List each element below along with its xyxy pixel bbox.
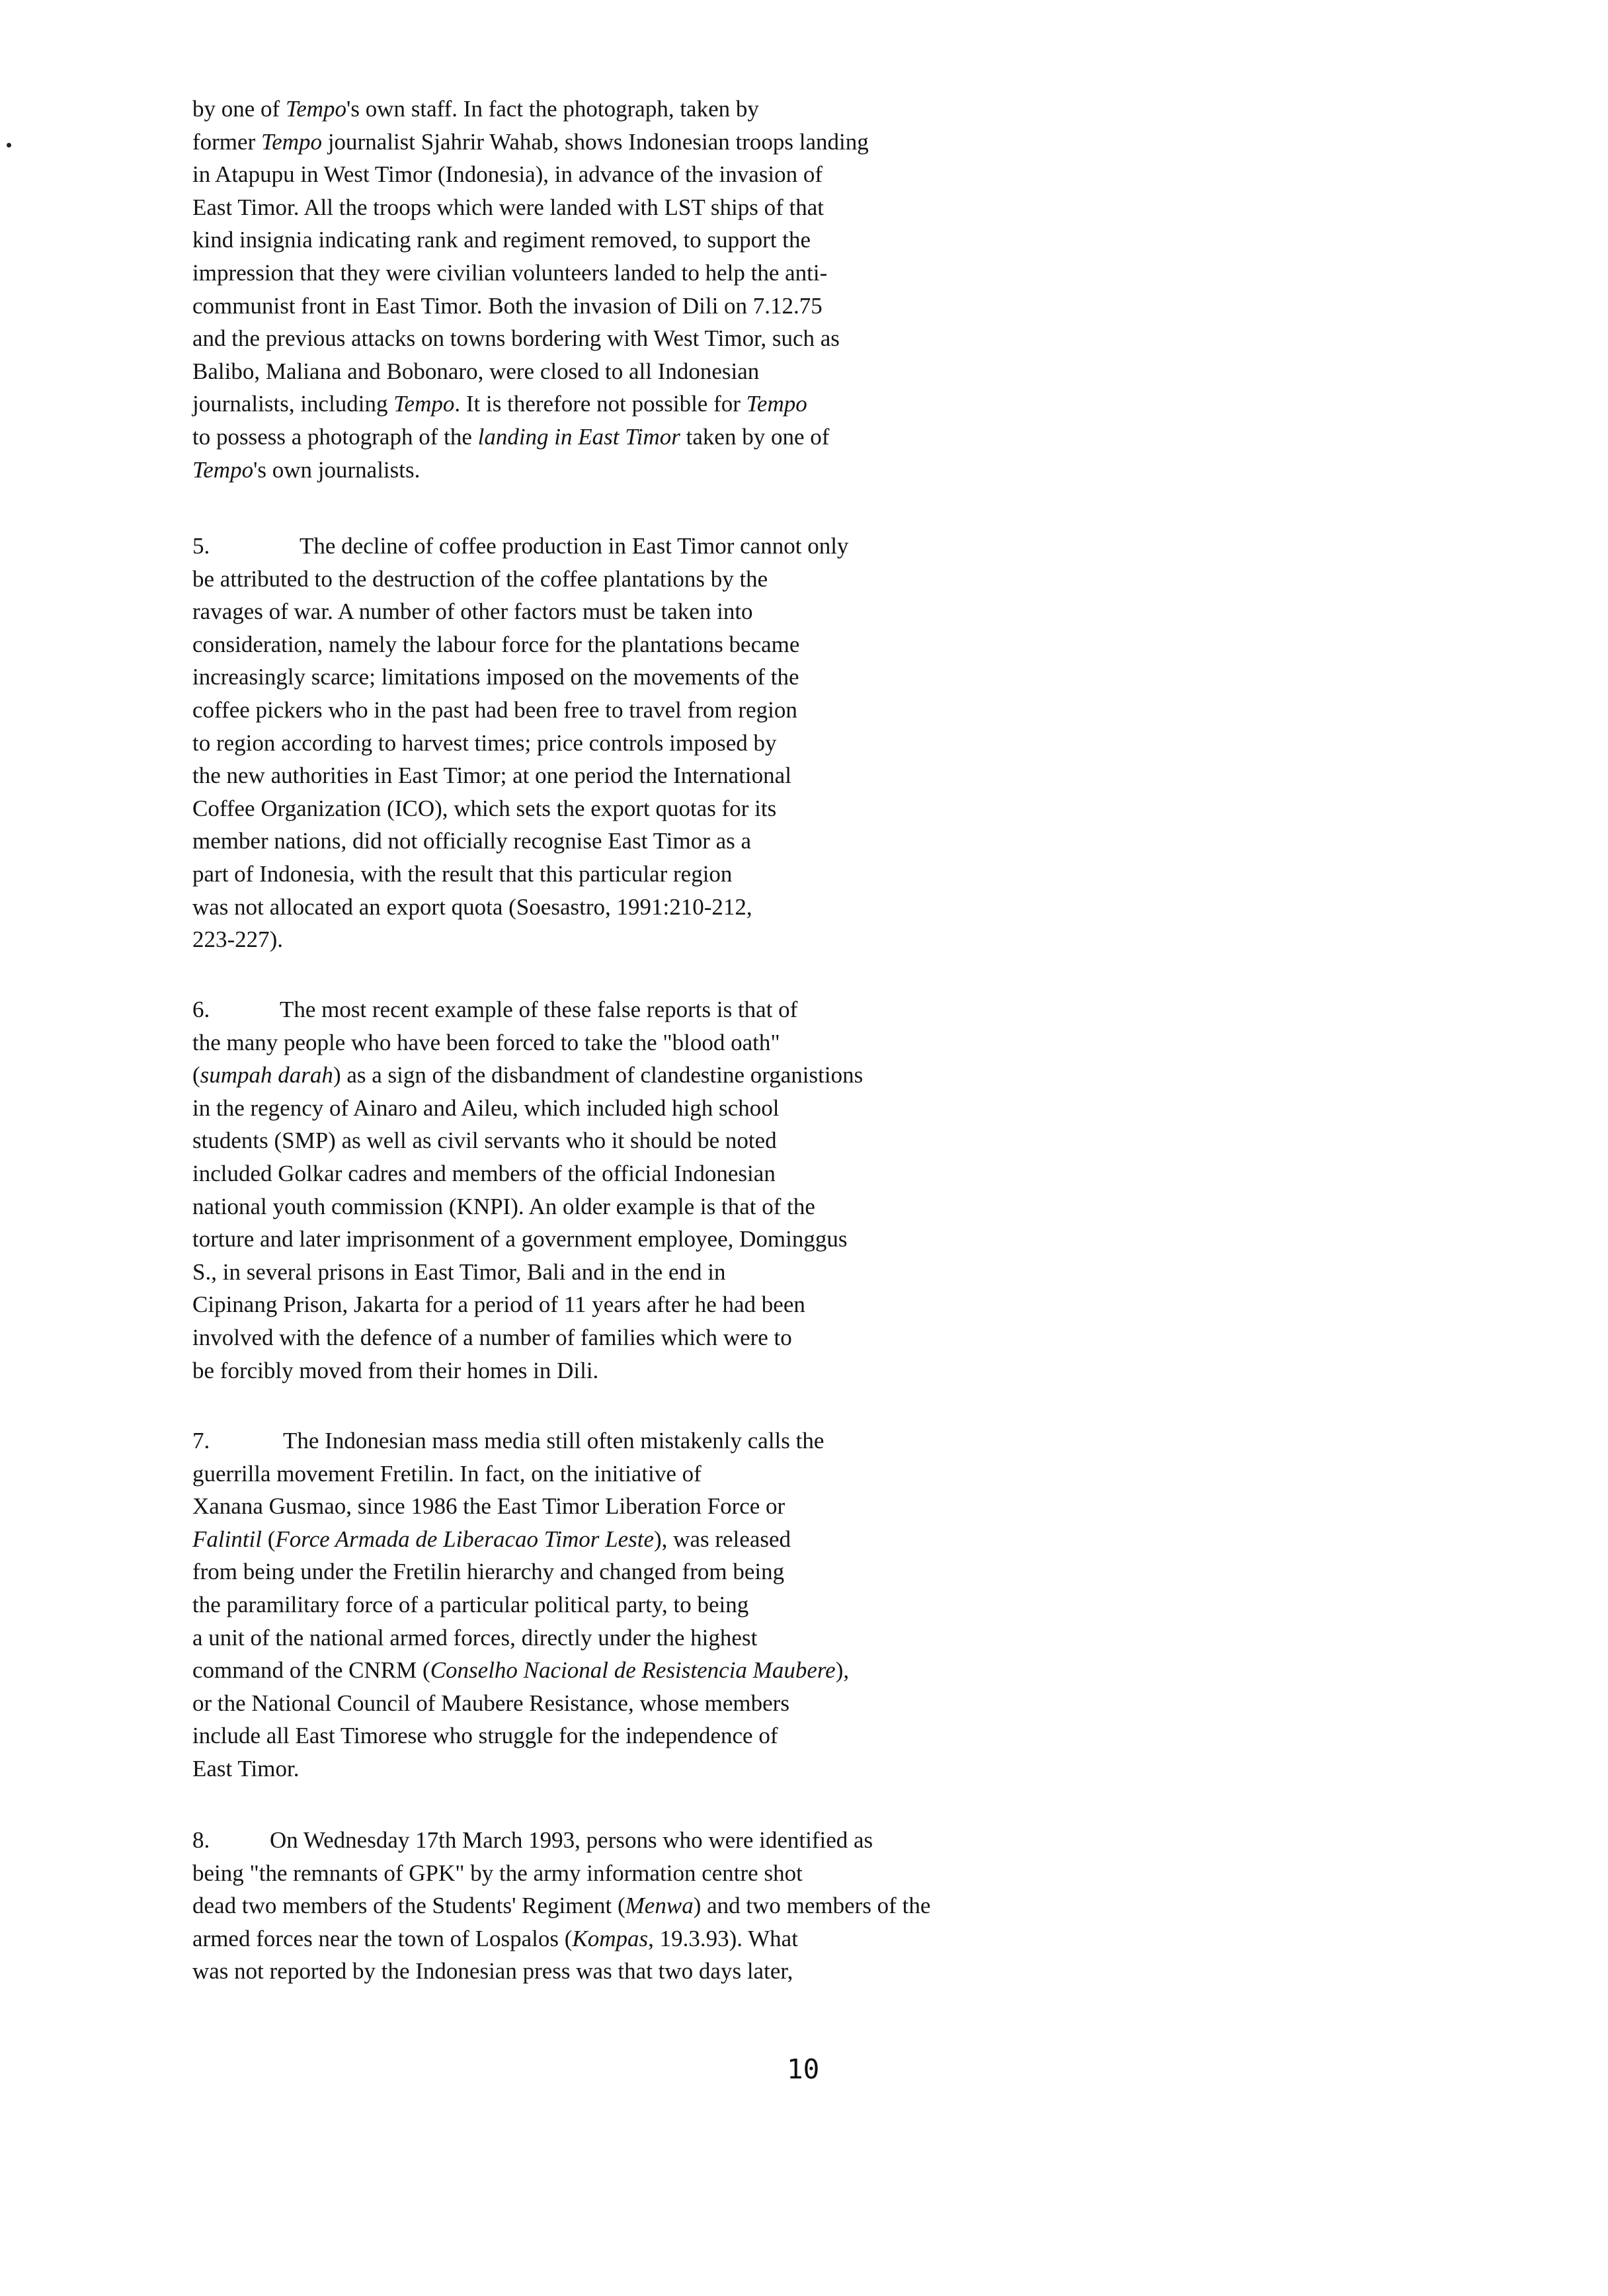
text-line: Coffee Organization (ICO), which sets the export quotas for its: [192, 795, 777, 821]
note-5-lines: [192, 530, 1515, 956]
text-line: the many people who have been forced to take the "blood oath": [192, 1029, 780, 1055]
text-line: dead two members of the Students' Regiment (Menwa) and two members of the: [192, 1893, 931, 1919]
text-line: communist front in East Timor. Both the invasion of Dili on 7.12.75: [192, 292, 823, 319]
italic-text: landing in East Timor: [477, 423, 680, 450]
note-8-lines: [192, 1824, 1515, 1988]
text-line: Cipinang Prison, Jakarta for a period of 11 years after he had been: [192, 1292, 805, 1318]
note-8: [192, 1824, 1515, 1988]
italic-text: Menwa: [625, 1893, 694, 1919]
text-line: consideration, namely the labour force for the plantations became: [192, 631, 800, 657]
note-5: [192, 530, 1515, 956]
text-line: S., in several prisons in East Timor, Bali and in the end in: [192, 1258, 726, 1285]
text-line: command of the CNRM (Conselho Nacional de Resistencia Maubere),: [192, 1657, 850, 1684]
text-line: armed forces near the town of Lospalos (Kompas, 19.3.93). What: [192, 1925, 798, 1951]
text-line: 223-227).: [192, 926, 284, 953]
text-line: involved with the defence of a number of families which were to: [192, 1324, 792, 1350]
text-line: Tempo's own journalists.: [192, 456, 421, 483]
text-line: member nations, did not officially recognise East Timor as a: [192, 828, 752, 854]
note-number: 5.: [192, 533, 210, 559]
text-line: East Timor.: [192, 1755, 300, 1782]
text-line: in Atapupu in West Timor (Indonesia), in advance of the invasion of: [192, 161, 823, 188]
text-line: East Timor. All the troops which were landed with LST ships of that: [192, 194, 824, 220]
note-7-lines: [192, 1424, 1515, 1785]
text-line: kind insignia indicating rank and regiment removed, to support the: [192, 227, 811, 253]
text-line: ravages of war. A number of other factors must be taken into: [192, 598, 753, 625]
text-line: torture and later imprisonment of a government employee, Dominggus: [192, 1226, 848, 1252]
text-line: guerrilla movement Fretilin. In fact, on the initiative of: [192, 1460, 702, 1487]
note-number: 8.: [192, 1827, 210, 1853]
paragraph-lines: [192, 93, 1515, 486]
text-line: 7. The Indonesian mass media still often mistakenly calls the: [192, 1424, 1515, 1457]
text-line: increasingly scarce; limitations imposed on the movements of the: [192, 664, 799, 690]
note-6: [192, 993, 1515, 1387]
text-line: impression that they were civilian volunteers landed to help the anti-: [192, 259, 828, 286]
text-line: (sumpah darah) as a sign of the disbandment of clandestine organistions: [192, 1062, 864, 1088]
text-line: to possess a photograph of the landing in East Timor taken by one of: [192, 423, 830, 450]
text-line: and the previous attacks on towns bordering with West Timor, such as: [192, 325, 840, 352]
text-line: a unit of the national armed forces, directly under the highest: [192, 1624, 758, 1651]
text-line: journalists, including Tempo. It is therefore not possible for Tempo: [192, 391, 807, 417]
text-line: to region according to harvest times; price controls imposed by: [192, 729, 777, 756]
text-line: 6. The most recent example of these false reports is that of: [192, 993, 1515, 1026]
text-line: 8. On Wednesday 17th March 1993, persons who were identified as: [192, 1824, 1515, 1857]
text-line: 5. The decline of coffee production in East Timor cannot only: [192, 530, 1515, 563]
text-line: part of Indonesia, with the result that this particular region: [192, 860, 733, 887]
scan-mark: [7, 143, 11, 147]
text-line: be attributed to the destruction of the coffee plantations by the: [192, 565, 768, 592]
text-line: or the National Council of Maubere Resistance, whose members: [192, 1690, 789, 1716]
text-line: coffee pickers who in the past had been free to travel from region: [192, 696, 797, 723]
text-line: Falintil (Force Armada de Liberacao Timor Leste), was released: [192, 1526, 791, 1552]
italic-text: Tempo: [261, 128, 323, 155]
text-line: Xanana Gusmao, since 1986 the East Timor Liberation Force or: [192, 1493, 785, 1520]
note-number: 6.: [192, 997, 210, 1022]
italic-text: Force Armada de Liberacao Timor Leste: [275, 1526, 655, 1552]
italic-text: Kompas: [572, 1925, 649, 1951]
paragraph-continued: [192, 93, 1515, 486]
text-line: in the regency of Ainaro and Aileu, which included high school: [192, 1094, 780, 1121]
text-line: national youth commission (KNPI). An older example is that of the: [192, 1193, 815, 1219]
italic-text: Tempo: [192, 456, 254, 483]
text-line: Balibo, Maliana and Bobonaro, were closed to all Indonesian: [192, 358, 760, 384]
text-line: was not allocated an export quota (Soesastro, 1991:210-212,: [192, 893, 752, 920]
text-line: the new authorities in East Timor; at one period the International: [192, 762, 791, 789]
text-line: the paramilitary force of a particular political party, to being: [192, 1591, 749, 1618]
italic-text: sumpah darah: [200, 1062, 333, 1088]
text-line: included Golkar cadres and members of the official Indonesian: [192, 1160, 776, 1186]
italic-text: Conselho Nacional de Resistencia Maubere: [430, 1657, 836, 1684]
italic-text: Tempo: [393, 391, 455, 417]
italic-text: Falintil: [192, 1526, 262, 1552]
text-line: be forcibly moved from their homes in Dili.: [192, 1357, 599, 1383]
note-7: [192, 1424, 1515, 1785]
text-line: students (SMP) as well as civil servants who it should be noted: [192, 1128, 777, 1154]
page-number: 10: [787, 2053, 820, 2085]
text-line: former Tempo journalist Sjahrir Wahab, shows Indonesian troops landing: [192, 128, 869, 155]
text-line: from being under the Fretilin hierarchy and changed from being: [192, 1559, 785, 1585]
italic-text: Tempo: [746, 391, 807, 417]
note-6-lines: [192, 993, 1515, 1387]
italic-text: Tempo: [285, 96, 347, 122]
text-line: include all East Timorese who struggle for the independence of: [192, 1723, 778, 1749]
text-line: being "the remnants of GPK" by the army information centre shot: [192, 1860, 803, 1886]
note-number: 7.: [192, 1428, 210, 1454]
text-line: by one of Tempo's own staff. In fact the photograph, taken by: [192, 96, 759, 122]
text-line: was not reported by the Indonesian press was that two days later,: [192, 1958, 793, 1985]
